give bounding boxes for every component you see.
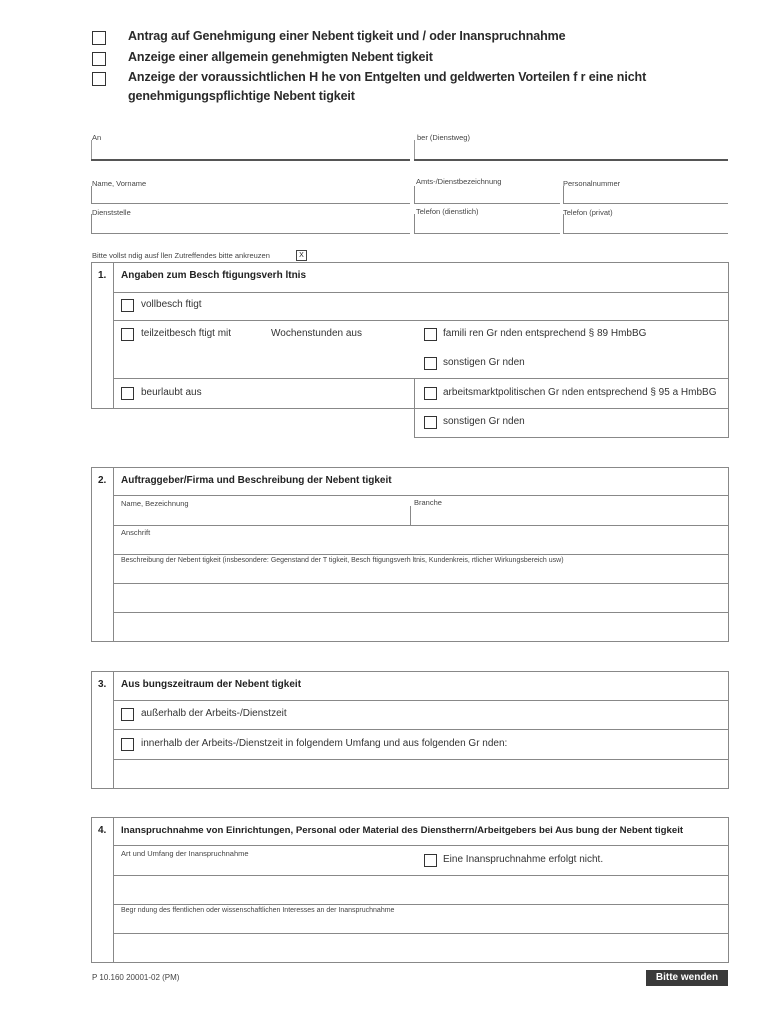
personalnummer-field[interactable] bbox=[563, 186, 728, 204]
sonstige1-label: sonstigen Gr nden bbox=[443, 357, 525, 368]
innerhalb-checkbox[interactable] bbox=[121, 738, 134, 751]
option-anzeige-entgelte-checkbox[interactable] bbox=[92, 72, 106, 86]
sonstige2-checkbox[interactable] bbox=[424, 416, 437, 429]
an-label: An bbox=[92, 133, 102, 142]
dienststelle-field[interactable] bbox=[91, 214, 410, 234]
art-umfang-field[interactable] bbox=[114, 877, 728, 903]
section1-number: 1. bbox=[98, 270, 107, 281]
keine-inanspruchnahme-label: Eine Inanspruchnahme erfolgt nicht. bbox=[443, 854, 604, 865]
auftraggeber-name-label: Name, Bezeichnung bbox=[121, 499, 189, 508]
beschreibung-field[interactable] bbox=[114, 566, 728, 641]
dienststelle-label: Dienststelle bbox=[92, 208, 131, 217]
section3-title: Aus bungszeitraum der Nebent tigkeit bbox=[121, 679, 302, 690]
section1-number-divider bbox=[113, 262, 114, 409]
amts-label: Amts-/Dienstbezeichnung bbox=[416, 177, 502, 186]
vollbeschaeftigt-checkbox[interactable] bbox=[121, 299, 134, 312]
section2-branche-divider bbox=[410, 506, 411, 525]
instruction-x-mark: X bbox=[296, 250, 307, 261]
personalnummer-label: Personalnummer bbox=[563, 179, 621, 188]
anschrift-label: Anschrift bbox=[121, 528, 151, 537]
section3-row-divider-2 bbox=[113, 759, 729, 760]
anschrift-field[interactable] bbox=[114, 537, 728, 553]
name-label: Name, Vorname bbox=[92, 179, 147, 188]
tel-privat-label: Telefon (privat) bbox=[563, 208, 613, 217]
option-antrag-checkbox[interactable] bbox=[92, 31, 106, 45]
auftraggeber-name-field[interactable] bbox=[114, 507, 409, 524]
ueber-label: ber (Dienstweg) bbox=[417, 133, 470, 142]
ausserhalb-label: außerhalb der Arbeits-/Dienstzeit bbox=[141, 708, 287, 719]
sonstige2-label: sonstigen Gr nden bbox=[443, 416, 525, 427]
ausserhalb-checkbox[interactable] bbox=[121, 708, 134, 721]
section4-title-divider bbox=[113, 845, 729, 846]
instruction-text: Bitte vollst ndig ausf llen Zutreffendes bitte ankreuzen bbox=[92, 251, 270, 260]
familiaer-label: famili ren Gr nden entsprechend § 89 HmbBG bbox=[443, 328, 647, 339]
bitte-wenden-label: Bitte wenden bbox=[646, 970, 728, 986]
section1-title: Angaben zum Besch ftigungsverh ltnis bbox=[121, 270, 307, 281]
familiaer-checkbox[interactable] bbox=[424, 328, 437, 341]
tel-dienst-field[interactable] bbox=[414, 214, 560, 234]
section4-title: Inanspruchnahme von Einrichtungen, Personal oder Material des Dienstherrn/Arbeitgebers bei Aus bung der Nebent tigkeit bbox=[121, 825, 684, 836]
wochenstunden-label: Wochenstunden aus bbox=[271, 328, 362, 339]
section3-title-divider bbox=[113, 700, 729, 701]
an-field[interactable] bbox=[91, 140, 410, 161]
section3-number: 3. bbox=[98, 679, 107, 690]
keine-inanspruchnahme-checkbox[interactable] bbox=[424, 854, 437, 867]
section3-row-divider-1 bbox=[113, 729, 729, 730]
beurlaubt-label: beurlaubt aus bbox=[141, 387, 202, 398]
section1-row-divider bbox=[113, 320, 729, 321]
section1-title-divider bbox=[113, 292, 729, 293]
tel-dienst-label: Telefon (dienstlich) bbox=[416, 207, 479, 216]
section4-row-divider-3 bbox=[113, 933, 729, 934]
section2-number: 2. bbox=[98, 475, 107, 486]
art-umfang-label: Art und Umfang der Inanspruchnahme bbox=[121, 849, 249, 858]
section4-row-divider-2 bbox=[113, 904, 729, 905]
amts-field[interactable] bbox=[414, 186, 560, 204]
section2-title-divider bbox=[113, 495, 729, 496]
beschreibung-label: Beschreibung der Nebent tigkeit (insbesondere: Gegenstand der T tigkeit, Besch ftigungsverh ltnis, Kundenkreis, rtlicher Wirkungsbereich usw) bbox=[121, 557, 564, 564]
an-underline bbox=[91, 159, 410, 161]
vollbeschaeftigt-label: vollbesch ftigt bbox=[141, 299, 202, 310]
teilzeit-label: teilzeitbesch ftigt mit bbox=[141, 328, 232, 339]
section2-row-divider-2 bbox=[113, 554, 729, 555]
option-antrag-label: Antrag auf Genehmigung einer Nebent tigkeit und / oder Inanspruchnahme bbox=[128, 29, 566, 43]
option-anzeige-allgemein-checkbox[interactable] bbox=[92, 52, 106, 66]
ueber-underline bbox=[414, 159, 728, 161]
begruendung-field[interactable] bbox=[114, 935, 728, 962]
option-anzeige-entgelte-label: Anzeige der voraussichtlichen H he von Entgelten und geldwerten Vorteilen f r eine nicht bbox=[128, 70, 647, 84]
begruendung-label: Begr ndung des ffentlichen oder wissenschaftlichen Interesses an der Inanspruchnahme bbox=[121, 907, 395, 914]
arbeitsmarkt-checkbox[interactable] bbox=[424, 387, 437, 400]
ueber-field[interactable] bbox=[414, 140, 728, 161]
section2-row-divider-1 bbox=[113, 525, 729, 526]
arbeitsmarkt-label: arbeitsmarktpolitischen Gr nden entsprechend § 95 a HmbBG bbox=[443, 387, 717, 398]
innerhalb-field[interactable] bbox=[114, 761, 728, 788]
section2-title: Auftraggeber/Firma und Beschreibung der Nebent tigkeit bbox=[121, 475, 392, 486]
form-code: P 10.160 20001-02 (PM) bbox=[92, 973, 180, 982]
teilzeit-checkbox[interactable] bbox=[121, 328, 134, 341]
option-anzeige-entgelte-label-cont: genehmigungspflichtige Nebent tigkeit bbox=[128, 89, 355, 103]
section4-row-divider-1 bbox=[113, 875, 729, 876]
tel-privat-field[interactable] bbox=[563, 214, 728, 234]
innerhalb-label: innerhalb der Arbeits-/Dienstzeit in folgendem Umfang und aus folgenden Gr nden: bbox=[141, 738, 508, 749]
section4-number: 4. bbox=[98, 825, 107, 836]
branche-field[interactable] bbox=[412, 507, 728, 524]
branche-label: Branche bbox=[414, 498, 442, 507]
beurlaubt-checkbox[interactable] bbox=[121, 387, 134, 400]
sonstige1-checkbox[interactable] bbox=[424, 357, 437, 370]
name-field[interactable] bbox=[91, 186, 410, 204]
option-anzeige-allgemein-label: Anzeige einer allgemein genehmigten Nebent tigkeit bbox=[128, 50, 433, 64]
